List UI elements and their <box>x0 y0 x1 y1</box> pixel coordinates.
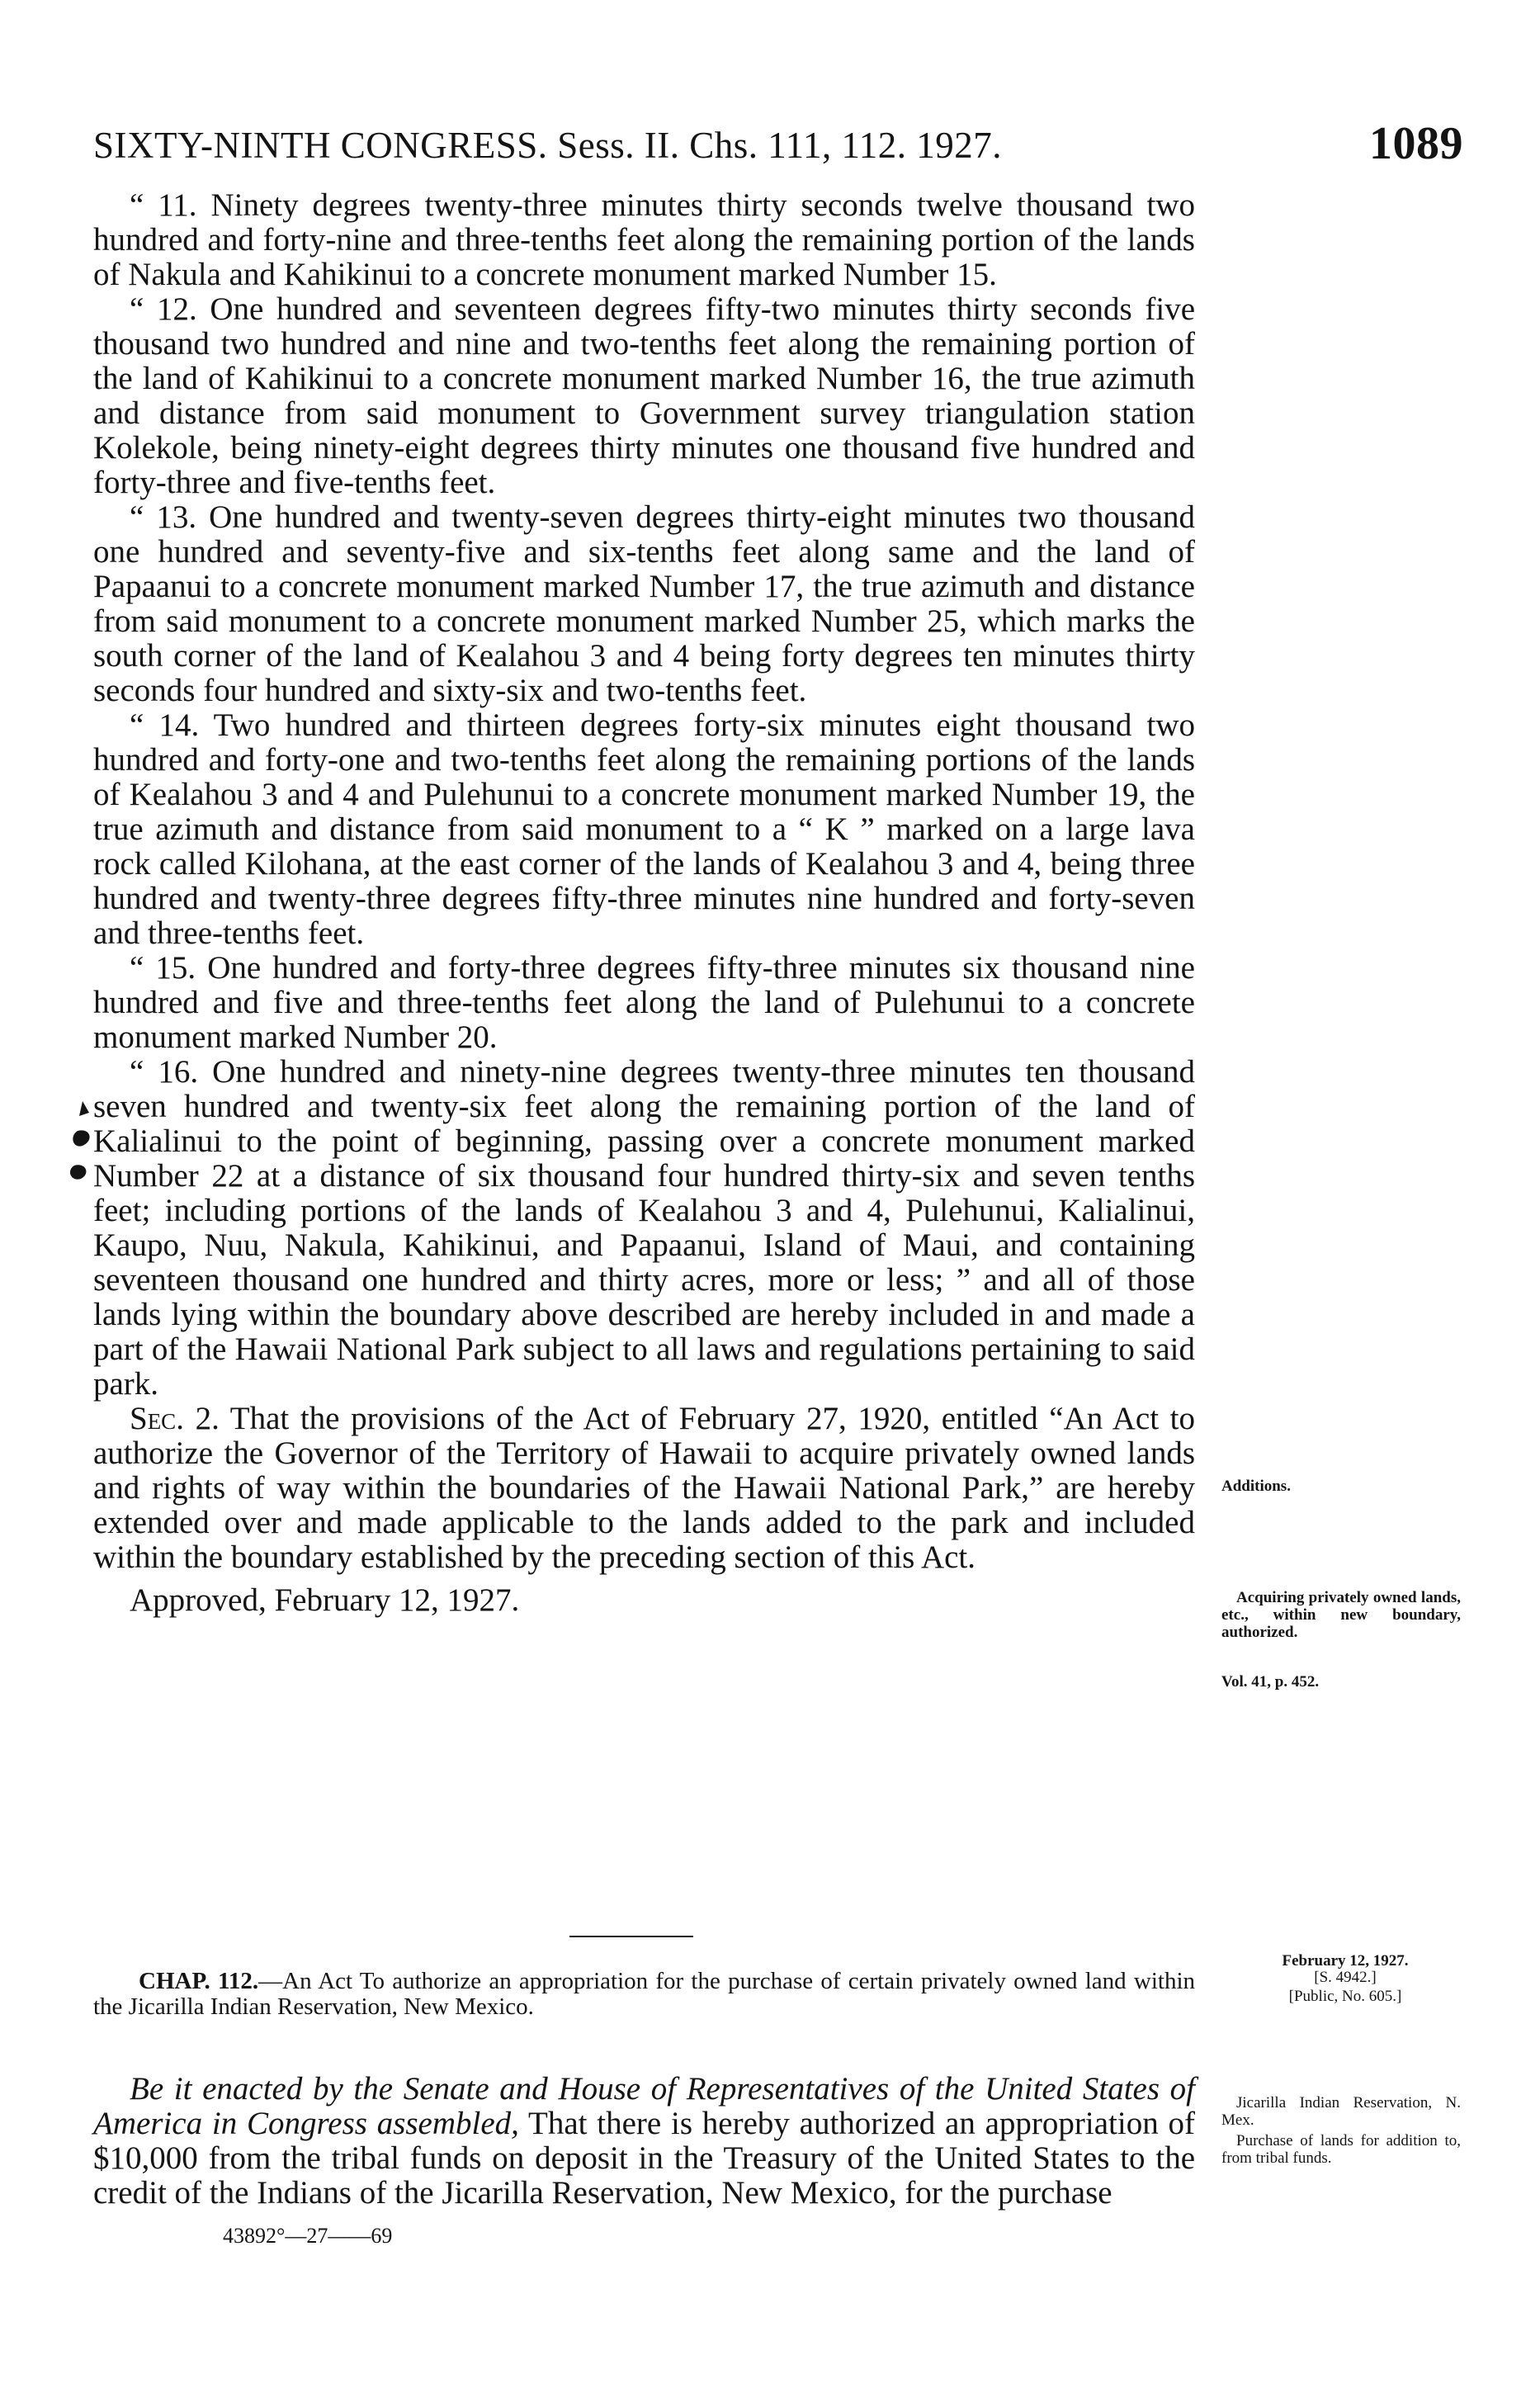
chapter-divider <box>569 1936 693 1937</box>
body-text <box>93 188 1195 1618</box>
paragraph-11: “ 11. Ninety degrees twenty-three minutes thirty seconds twelve thousand two hundred and forty-nine and three-tenths feet along the remaining portion of the lands of Nakula and Kahikinui to a concrete monument marked Number 15. <box>93 187 1195 292</box>
enacting-clause <box>93 2072 1195 2211</box>
paragraph-16: “ 16. One hundred and ninety-nine degrees twenty-three minutes ten thousand seven hundred and twenty-six feet along the remaining portion of the land of Kalialinui to the point of beginning, passing over a concrete monument marked Number 22 at a distance of six thousand four hundred thirty-six and seven tenths feet; including portions of the lands of Kealahou 3 and 4, Pulehunui, Kalialinui, Kaupo, Nuu, Nakula, Kahikinui, and Papaanui, Island of Maui, and containing seventeen thousand one hundred and thirty acres, more or less; ” and all of those lands lying within the boundary above described are hereby included in and made a part of the Hawaii National Park subject to all laws and regulations pertaining to said park. <box>93 1054 1195 1402</box>
paragraph-14: “ 14. Two hundred and thirteen degrees forty-six minutes eight thousand two hundred and forty-one and two-tenths feet along the remaining portions of the lands of Kealahou 3 and 4 and Pulehunui to a concrete monument marked Number 19, the true azimuth and distance from said monument to a “ K ” marked on a large lava rock called Kilohana, at the east corner of the lands of Kealahou 3 and 4, being three hundred and twenty-three degrees fifty-three minutes nine hundred and forty-seven and three-tenths feet. <box>93 707 1195 951</box>
paragraph-13: “ 13. One hundred and twenty-seven degrees thirty-eight minutes two thousand one hundred and seventy-five and six-tenths feet along same and the land of Papaanui to a concrete monument marked Number 17, the true azimuth and distance from said monument to a concrete monument marked Number 25, which marks the south corner of the land of Kealahou 3 and 4 being forty degrees ten minutes thirty seconds four hundred and sixty-six and two-tenths feet. <box>93 499 1195 708</box>
print-signature: 43892°—27——69 <box>223 2224 393 2248</box>
margin-note-vol-ref: Vol. 41, p. 452. <box>1221 1673 1320 1691</box>
page-number: 1089 <box>1369 118 1463 169</box>
paragraph-15: “ 15. One hundred and forty-three degrees fifty-three minutes six thousand nine hundred and five and three-tenths feet along the land of Pulehunui to a concrete monument marked Number 20. <box>93 950 1195 1055</box>
margin-note-date: February 12, 1927. <box>1282 1952 1409 1970</box>
margin-note-public: [Public, No. 605.] <box>1288 1988 1402 2005</box>
margin-note-additions: Additions. <box>1221 1478 1291 1495</box>
section-2-text: That the provisions of the Act of February 27, 1920, entitled “An Act to authorize the Governor of the Territory of Hawaii to acquire privately owned lands and rights of way within the boundaries of the Hawaii National Park,” are hereby extended over and made applicable to the lands added to the park and included within the boundary established by the preceding section of this Act. <box>93 1401 1195 1575</box>
chapter-heading: CHAP. 112. <box>139 1968 259 1994</box>
chapter-112-title <box>93 1969 1195 2020</box>
running-title: SIXTY-NINTH CONGRESS. Sess. II. Chs. 111, 112. 1927. <box>93 125 1003 166</box>
section-2 <box>93 1402 1195 1575</box>
ink-blot-mark <box>58 1098 107 1189</box>
enacting-text: That there is hereby authorized an appropriation of $10,000 from the tribal funds on deposit in the Treasury of the United States to the credit of the Indians of the Jicarilla Reservation, New Mexico, for the purchase <box>93 2106 1195 2211</box>
margin-note-jicarilla: Jicarilla Indian Reservation, N. Mex. <box>1221 2094 1461 2129</box>
paragraph-12: “ 12. One hundred and seventeen degrees fifty-two minutes thirty seconds five thousand two hundred and nine and two-tenths feet along the remaining portion of the land of Kahikinui to a concrete monument marked Number 16, the true azimuth and distance from said monument to Government survey triangulation station Kolekole, being ninety-eight degrees thirty minutes one thousand five hundred and forty-three and five-tenths feet. <box>93 291 1195 500</box>
chapter-title-text: —An Act To authorize an appropriation for the purchase of certain privately owned land within the Jicarilla Indian Reservation, New Mexico. <box>93 1968 1196 2020</box>
margin-note-purchase: Purchase of lands for addition to, from tribal funds. <box>1221 2132 1461 2167</box>
margin-note-acquiring: Acquiring privately owned lands, etc., within new boundary, authorized. <box>1221 1589 1461 1641</box>
section-2-lead: Sec. 2. <box>130 1401 220 1436</box>
approved-line: Approved, February 12, 1927. <box>130 1582 520 1618</box>
margin-note-bill: [S. 4942.] <box>1314 1969 1377 1986</box>
enacting-formula: Be it enacted by the Senate and House of Representatives of the United States of America in Congress assembled, <box>93 2071 1195 2141</box>
